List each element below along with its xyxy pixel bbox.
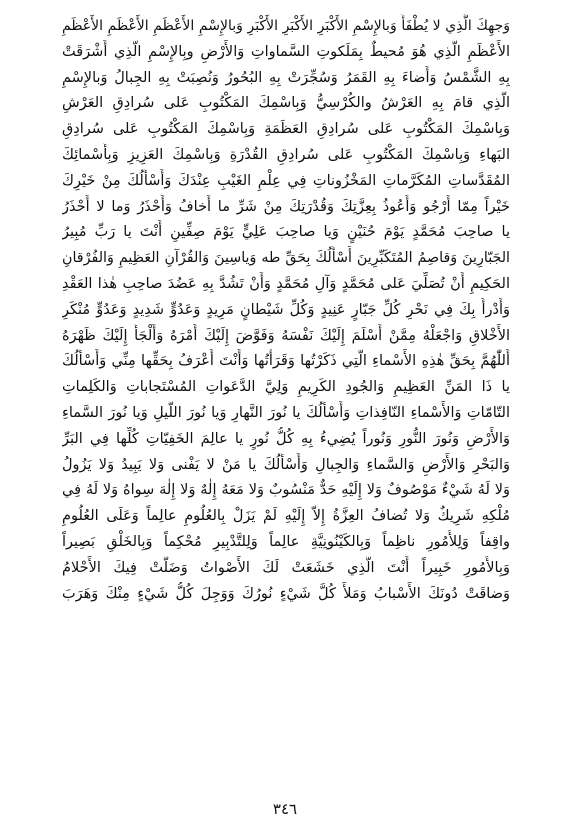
prayer-text-block: [62, 14, 510, 607]
text-line: وَبِاسْمِكَ المَكْتُوبِ عَلى سُرادِقِ العَظَمَةِ وَبِاسْمِكَ المَكْتُوبِ عَلى سُرادِقِ: [62, 121, 510, 138]
text-line: وَبِالأُمُورِ خَبِيراً أَنْتَ الَّذِي خَشَعَتْ لَكَ الأَصْواتُ وَضَلَّتْ فِيكَ الأَحْلامُ: [62, 559, 510, 576]
text-line: الحَكِيمِ أَنْ تُصَلِّيَ عَلى مُحَمَّدٍ وَآلِ مُحَمَّدٍ وَأَنْ تَشُدَّ بِهِ عَضُدَ صاحِبِ هٰذا العَقْدِ: [62, 275, 510, 292]
text-line: وَجهِكَ الَّذِي لا يُطْفَأُ وَبالإِسْمِ الأَكْبَرِ الأَكْبَرِ الأَكْبَرِ وَبالإِسْمِ الأَعْظَمِ الأَعْظَمِ الأَعْظَمِ: [62, 18, 510, 34]
text-line: أَللّٰهُمَّ بِحَقِّ هٰذِهِ الأَسْماءِ الَّتِي ذَكَرْتُها وَقَرَأْتُها وَأَنْتَ أَعْرَفُ بِحَقِّها مِنِّي وَأَسْأَلُكَ: [62, 353, 510, 370]
text-line: يا ذَا المَنِّ العَظِيمِ وَالجُودِ الكَرِيمِ وَلِيَّ الدَّعَواتِ المُسْتَجاباتِ وَالكَلِماتِ: [62, 379, 510, 396]
text-line: المُقَدَّساتِ المُكَرَّماتِ المَخْزُوناتِ فِي عِلْمِ الغَيْبِ عِنْدَكَ وَأَسْأَلُكَ مِنْ خَيْرِكَ: [62, 172, 510, 189]
text-line: وَالأَرْضِ وَنُورَ النُّورِ وَنُوراً يُضِيءُ بِهِ كُلُّ نُورٍ يا عالِمَ الخَفِيّاتِ كُلِّها فِي البَرِّ: [62, 430, 510, 447]
text-line: وَضاقَتْ دُونَكَ الأَسْبابُ وَمَلأَ كُلَّ شَيْءٍ نُورُكَ وَوَجِلَ كُلُّ شَيْءٍ مِنْكَ وَهَرَبَ: [62, 585, 510, 602]
text-line: الأَخْلاقِ وَاجْعَلْهُ مِمَّنْ أَسْلَمَ إِلَيْكَ نَفْسَهُ وَفَوَّضَ إِلَيْكَ أَمْرَهُ وَأَلْجَأَ إِلَيْكَ ظَهْرَهُ: [62, 327, 510, 344]
text-line: التّامّاتِ وَالأَسْماءِ النّافِذاتِ وَأَسْأَلُكَ يا نُورَ النَّهارِ وَيا نُورَ اللَّيلِ وَيا نُورَ السَّماءِ: [62, 404, 510, 421]
text-line: خَيْراً مِمّا أَرْجُو وَأَعُوذُ بِعِزَّتِكَ وَقُدْرَتِكَ مِنْ شَرِّ ما أَخافُ وَأَحْذَرُ وَما لا أَحْذَرُ: [62, 198, 510, 215]
page-number: ٣٤٦: [272, 800, 298, 818]
text-line: بِهِ الشَّمْسُ وَأَضاءَ بِهِ القَمَرُ وَسُجِّرَتْ بِهِ البُحُورُ وَنُصِبَتْ بِهِ الجِبالُ وَبالإِسْمِ: [62, 69, 510, 86]
text-line: البَهاءِ وَبِاسْمِكَ المَكْتُوبِ عَلى سُرادِقِ القُدْرَةِ وَبِاسْمِكَ العَزِيزِ وَبِأَسْمائِكَ: [62, 146, 510, 163]
text-line: وَالبَحْرِ وَالأَرْضِ وَالسَّماءِ وَالجِبالِ وَأَسْأَلُكَ يا مَنْ لا يَفْنى وَلا يَبِيدُ وَلا يَزُولُ: [62, 456, 510, 473]
text-line: الَّذِي قامَ بِهِ العَرْشُ والكُرْسِيُّ وَبِاسْمِكَ المَكْتُوبِ عَلى سُرادِقِ العَرْشِ: [62, 95, 510, 112]
text-line: وَلا لَهُ شَيْءٌ مَوْصُوفٌ وَلا إِلَيْهِ حَدٌّ مَنْسُوبٌ وَلا مَعَهُ إِلٰهٌ وَلا إِلٰهَ سِواهُ وَلا لَهُ فِي: [62, 482, 510, 499]
text-line: واقِفاً وَلِلأُمُورِ ناظِماً وَبِالكَيْنُونِيَّةِ عالِماً وَلِلتَّدْبِيرِ مُحْكِماً وَبِالخَلْقِ بَصِيراً: [62, 533, 510, 550]
text-line: يا صاحِبَ مُحَمَّدٍ يَوْمَ حُنَيْنٍ وَيا صاحِبَ عَلِيٍّ يَوْمَ صِفِّينِ أَنْتَ يا رَبِّ مُبِيرُ: [62, 224, 510, 241]
text-line: مُلْكِهِ شَرِيكٌ وَلا تُضافُ العِزَّةُ إِلاّ إِلَيْهِ لَمْ يَزَلْ بِالعُلُومِ عالِماً وَعَلَى العُلُومِ: [62, 508, 510, 525]
text-line: الجَبّارِينَ وَقاصِمُ المُتَكَبِّرِينَ أَسْأَلُكَ بِحَقِّ طه وَياسِينَ وَالقُرْآنِ العَظِيمِ وَالفُرْقانِ: [62, 250, 510, 267]
text-line: وَأَدْرأُ بِكَ فِي نَحْرِ كُلِّ جَبّارٍ عَنِيدٍ وَكُلِّ شَيْطانٍ مَرِيدٍ وَعَدُوٍّ شَدِيدٍ وَعَدُوٍّ مُنْكَرِ: [62, 301, 510, 318]
text-line: الأَعْظَمِ الَّذِي هُوَ مُحيطٌ بِمَلَكوتِ السَّماواتِ وَالأَرْضِ وبِالإِسْمِ الَّذِي أَشْرَقَتْ: [62, 43, 510, 60]
